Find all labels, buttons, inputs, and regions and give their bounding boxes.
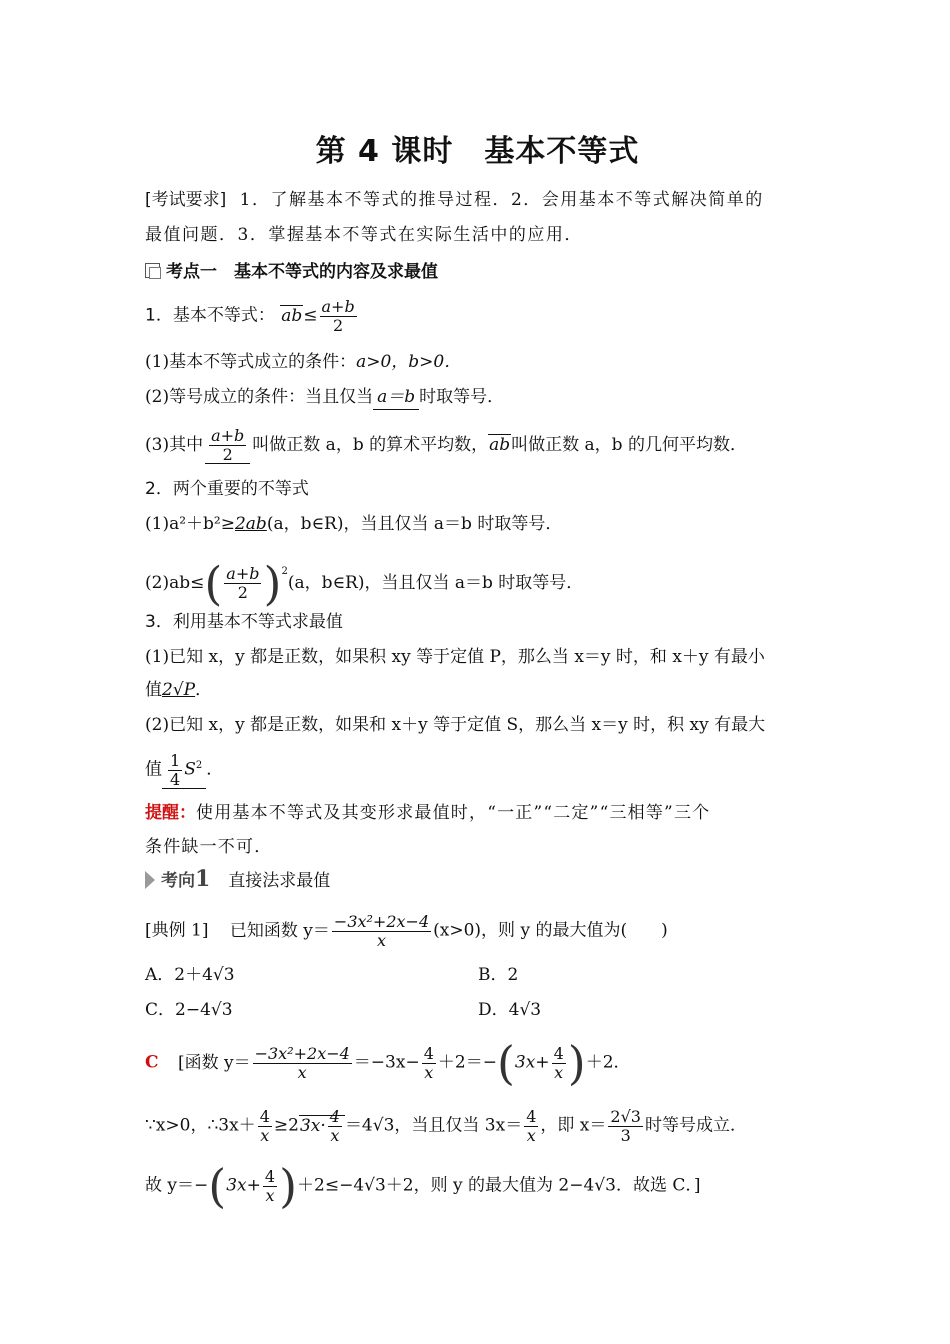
tip-label: 提醒： [145, 803, 196, 823]
answer-letter: C [145, 1052, 159, 1073]
requirement-text-1: 1．了解基本不等式的推导过程．2．会用基本不等式解决简单的 [239, 190, 764, 210]
item3b-line2: 值 $\frac{1}{4}$ $S^2$ ． [145, 751, 224, 789]
section-heading [145, 260, 438, 284]
inequality-2a: (1)a²＋b²≥2ab(a，b∈R)，当且仅当 a＝b 时取等号． [145, 514, 563, 534]
condition-2: (2)等号成立的条件：当且仅当 a＝b 时取等号． [145, 385, 504, 410]
example-label: [典例 1] [145, 920, 209, 941]
section-heading-text: 考点一 基本不等式的内容及求最值 [166, 262, 438, 282]
requirement-line-1 [145, 188, 764, 212]
section-icon [145, 263, 160, 278]
condition-1: (1)基本不等式成立的条件：a>0，b>0． [145, 352, 462, 372]
item1-label: 1．基本不等式： [145, 305, 275, 326]
answer-blank: 2ab [234, 514, 267, 534]
sqrt-ab: ab [281, 305, 303, 326]
item3-heading: 3．利用基本不等式求最值 [145, 612, 343, 632]
answer-blank: $\frac{a+b}{2}$ [205, 427, 250, 464]
item3a-line2: 值2√P． [145, 680, 213, 700]
basic-inequality: 1．基本不等式： ab≤ $\frac{a+b}{2}$ [145, 297, 355, 335]
option-c[interactable]: C．2−4√3 [145, 1000, 233, 1020]
option-b[interactable]: B．2 [478, 965, 519, 985]
option-d[interactable]: D．4√3 [478, 1000, 542, 1020]
item3a-line1: (1)已知 x，y 都是正数，如果积 xy 等于定值 P，那么当 x＝y 时，和 x＋y 有最小 [145, 647, 765, 667]
item2-heading: 2．两个重要的不等式 [145, 479, 309, 499]
answer-blank: a＝b [373, 385, 419, 410]
tip-line-1: 提醒：使用基本不等式及其变形求最值时，“一正”“二定”“三相等”三个 [145, 803, 711, 823]
solution-line-2: ∵x>0，∴3x＋ $\frac{4}{x}$ ≥23x· $\frac{4}{x}$ ＝4√3，当且仅当 3x＝ $\frac{4}{x}$ ，即 x＝ $\frac{2√3}{3}$ 时等号成立． [145, 1107, 747, 1145]
requirement-line-2: 最值问题．3．掌握基本不等式在实际生活中的应用． [145, 225, 583, 245]
triangle-icon [145, 871, 155, 889]
tip-line-2: 条件缺一不可． [145, 837, 273, 857]
option-a[interactable]: A．2＋4√3 [145, 965, 235, 985]
direction-heading: 考向1 直接法求最值 [145, 867, 330, 893]
solution-line-3: 故 y＝−(3x+ $\frac{4}{x}$ )＋2≤−4√3＋2，则 y 的最大值为 2−4√3．故选 C．] [145, 1159, 701, 1214]
condition-3: (3)其中 $\frac{a+b}{2}$ 叫做正数 a，b 的算术平均数，ab叫做正数 a，b 的几何平均数． [145, 426, 747, 464]
example-question: [典例 1] 已知函数 y＝ $\frac{\text{−3x²+2x−4}}{x}$ (x>0)，则 y 的最大值为( ) [145, 912, 668, 950]
page-title: 第 4 课时 基本不等式 [315, 134, 640, 169]
item3b-line1: (2)已知 x，y 都是正数，如果和 x＋y 等于定值 S，那么当 x＝y 时，积 xy 有最大 [145, 715, 766, 735]
solution-line-1: C [函数 y＝ $\frac{\text{−3x²+2x−4}}{x}$ ＝−3x− $\frac{4}{x}$ ＋2＝−(3x+ $\frac{4}{x}$ )＋2． [145, 1036, 631, 1091]
answer-blank: 2√P [162, 680, 196, 700]
frac-ab-over-2: $\frac{a+b}{2}$ [321, 297, 355, 335]
answer-blank: $\frac{1}{4}$ $S^2$ [162, 752, 206, 789]
requirement-label: [考试要求] [145, 190, 227, 210]
inequality-2b: (2)ab≤( $\frac{a+b}{2}$ )$^2$(a，b∈R)，当且仅当 a＝b 时取等号． [145, 556, 584, 611]
